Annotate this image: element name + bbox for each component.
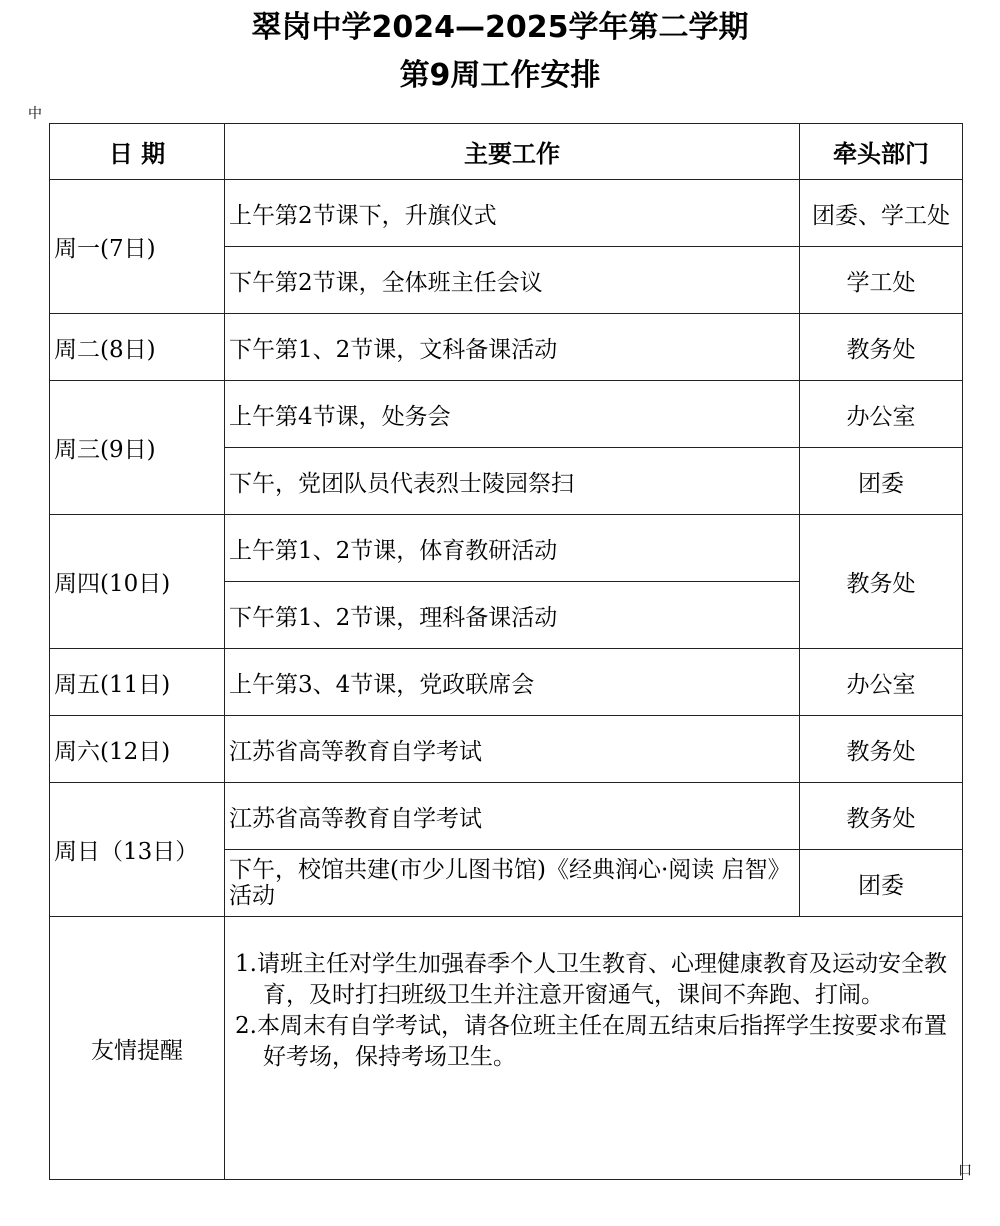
date-cell: 周五(11日): [50, 649, 225, 716]
column-header-dept: 牵头部门: [800, 124, 963, 180]
table-row: [50, 649, 963, 716]
table-row: [50, 381, 963, 448]
work-cell: 江苏省高等教育自学考试: [225, 716, 800, 783]
work-cell: 上午第1、2节课，体育教研活动: [225, 515, 800, 582]
end-mark: 口: [958, 1163, 972, 1179]
column-header-date: 日 期: [50, 124, 225, 180]
dept-cell: 团委: [800, 850, 963, 917]
reminder-item: 2.本周末有自学考试，请各位班主任在周五结束后指挥学生按要求布置好考场，保持考场卫生。: [235, 1013, 947, 1070]
work-cell: 下午，党团队员代表烈士陵园祭扫: [225, 448, 800, 515]
date-cell: 周二(8日): [50, 314, 225, 381]
work-cell: 下午第1、2节课，文科备课活动: [225, 314, 800, 381]
dept-cell: 教务处: [800, 515, 963, 649]
date-cell: 周六(12日): [50, 716, 225, 783]
date-cell: 周一(7日): [50, 180, 225, 314]
table-row: [50, 783, 963, 850]
table-row: [50, 180, 963, 247]
schedule-table: [49, 123, 963, 1180]
work-cell: 上午第3、4节课，党政联席会: [225, 649, 800, 716]
table-row: [50, 515, 963, 582]
corner-mark: 中: [28, 106, 42, 122]
dept-cell: 学工处: [800, 247, 963, 314]
date-cell: 周日（13日）: [50, 783, 225, 917]
reminder-item: 1.请班主任对学生加强春季个人卫生教育、心理健康教育及运动安全教育，及时打扫班级卫生并注意开窗通气，课间不奔跑、打闹。: [235, 951, 947, 1008]
reminder-content: [225, 917, 963, 1180]
date-cell: 周四(10日): [50, 515, 225, 649]
document-subtitle: 第9周工作安排: [399, 58, 601, 93]
work-cell: 下午，校馆共建(市少儿图书馆)《经典润心·阅读 启智》活动: [225, 850, 800, 917]
reminder-row: [50, 917, 963, 1180]
work-cell: 上午第2节课下，升旗仪式: [225, 180, 800, 247]
work-cell: 下午第1、2节课，理科备课活动: [225, 582, 800, 649]
dept-cell: 办公室: [800, 381, 963, 448]
dept-cell: 教务处: [800, 716, 963, 783]
date-cell: 周三(9日): [50, 381, 225, 515]
document-title: 翠岗中学2024—2025学年第二学期: [251, 10, 749, 45]
work-cell: 江苏省高等教育自学考试: [225, 783, 800, 850]
reminder-label: 友情提醒: [50, 917, 225, 1180]
dept-cell: 教务处: [800, 783, 963, 850]
table-header-row: [50, 124, 963, 180]
table-row: [50, 314, 963, 381]
table-row: [50, 716, 963, 783]
dept-cell: 团委、学工处: [800, 180, 963, 247]
dept-cell: 教务处: [800, 314, 963, 381]
work-cell: 上午第4节课，处务会: [225, 381, 800, 448]
dept-cell: 办公室: [800, 649, 963, 716]
dept-cell: 团委: [800, 448, 963, 515]
work-cell: 下午第2节课，全体班主任会议: [225, 247, 800, 314]
column-header-work: 主要工作: [225, 124, 800, 180]
